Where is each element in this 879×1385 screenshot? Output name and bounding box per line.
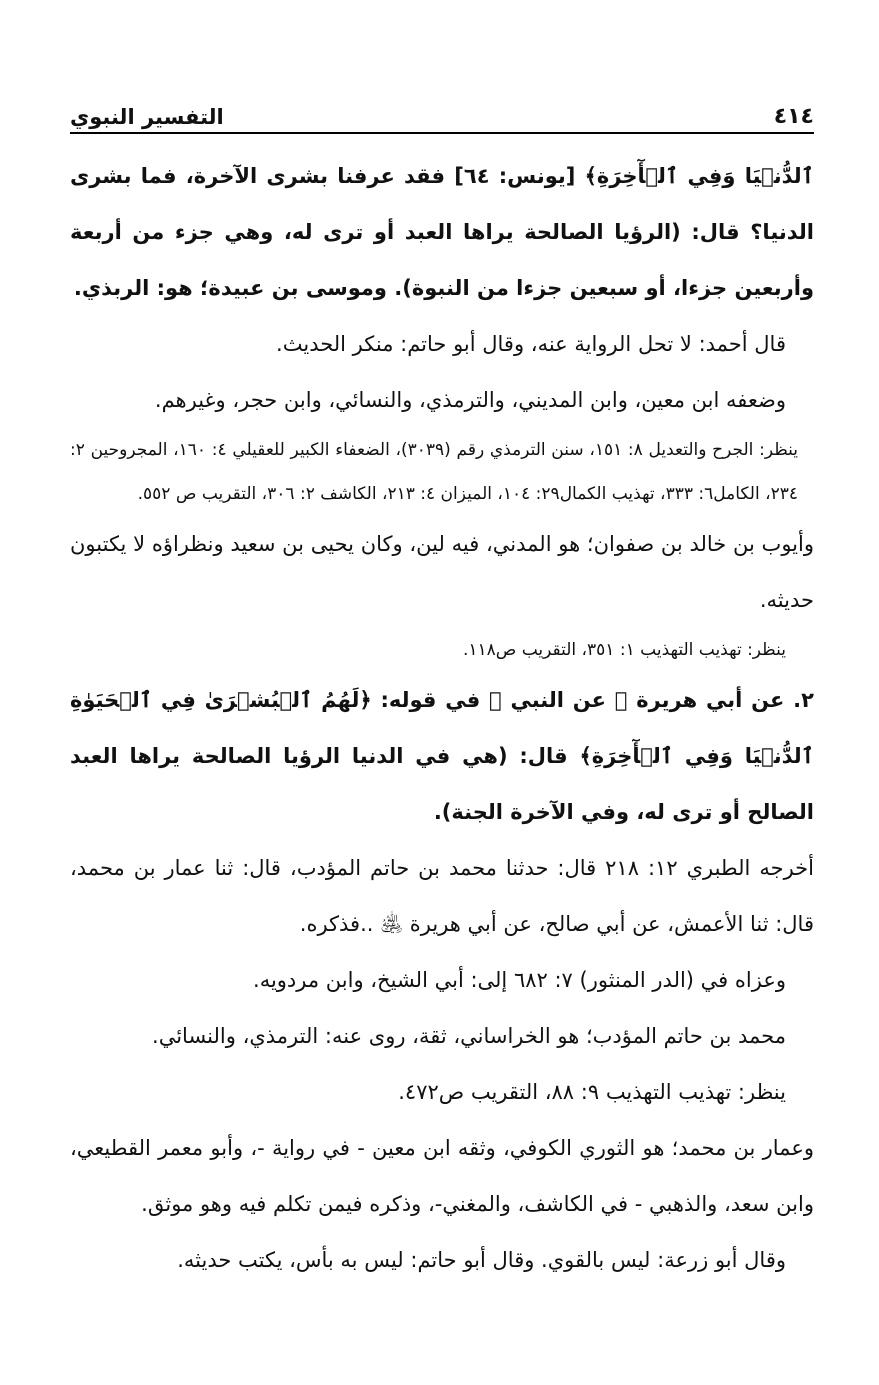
takhrij-tabari: أخرجه الطبري ١٢: ٢١٨ قال: حدثنا محمد بن حاتم المؤدب، قال: ثنا عمار بن محمد، قال: ثنا الأعمش، عن أبي صالح، عن أبي هريرة ﵁ ..فذكره. (70, 856, 814, 936)
attribution-note: وعزاه في (الدر المنثور) ٧: ٦٨٢ إلى: أبي الشيخ، وابن مردويه. (253, 968, 786, 992)
narrator-note-ayyub: وأيوب بن خالد بن صفوان؛ هو المدني، فيه لين، وكان يحيى بن سعيد ونظراؤه لا يكتبون حديثه. (70, 532, 814, 612)
running-title: التفسير النبوي (70, 105, 224, 129)
narrator-weakness-note: وضعفه ابن معين، وابن المديني، والترمذي، والنسائي، وابن حجر، وغيرهم. (154, 388, 786, 412)
reference-note-1: ينظر: الجرح والتعديل ٨: ١٥١، سنن الترمذي رقم (٣٠٣٩)، الضعفاء الكبير للعقيلي ٤: ١٦٠، المجروحين ٢: ٢٣٤، الكامل٦: ٣٣٣، تهذيب الكمال٢٩: ١٠٤، الميزان ٤: ٢١٣، الكاشف ٢: ٣٠٦، التقريب ص ٥٥٢. (70, 440, 799, 504)
page-body (70, 148, 814, 1288)
narrator-note-muhammad: محمد بن حاتم المؤدب؛ هو الخراساني، ثقة، روى عنه: الترمذي، والنسائي. (152, 1024, 786, 1048)
hadith-2: ٢. عن أبي هريرة ﵁ عن النبي ﷺ في قوله: ﴿لَهُمُ ٱلۡبُشۡرَىٰ فِي ٱلۡحَيَوٰةِ ٱلدُّنۡيَا وَفِي ٱلۡأٓخِرَةِ﴾ قال: (هي في الدنيا الرؤيا الصالحة يراها العبد الصالح أو ترى له، وفي الآخرة الجنة). (70, 688, 814, 824)
page-number: ٤١٤ (773, 104, 814, 129)
reference-note-2: ينظر: تهذيب التهذيب ١: ٣٥١، التقريب ص١١٨. (462, 640, 786, 660)
narrator-note-ahmad: قال أحمد: لا تحل الرواية عنه، وقال أبو حاتم: منكر الحديث. (276, 332, 786, 356)
page-header (70, 98, 814, 134)
narrator-note-ammar: وعمار بن محمد؛ هو الثوري الكوفي، وثقه ابن معين - في رواية -، وأبو معمر القطيعي، وابن سعد، والذهبي - في الكاشف، والمغني-، وذكره فيمن تكلم فيه وهو موثق. (70, 1136, 814, 1216)
narrator-note-abu-zurah: وقال أبو زرعة: ليس بالقوي. وقال أبو حاتم: ليس به بأس، يكتب حديثه. (177, 1248, 786, 1272)
reference-note-3: ينظر: تهذيب التهذيب ٩: ٨٨، التقريب ص٤٧٢. (398, 1080, 786, 1104)
hadith-continuation: ٱلدُّنۡيَا وَفِي ٱلۡأٓخِرَةِ﴾ [يونس: ٦٤] فقد عرفنا بشرى الآخرة، فما بشرى الدنيا؟ قال: (الرؤيا الصالحة يراها العبد أو ترى له، وهي جزء من أربعة وأربعين جزءا، أو سبعين جزءا من النبوة). وموسى بن عبيدة؛ هو: الربذي. (70, 164, 814, 300)
